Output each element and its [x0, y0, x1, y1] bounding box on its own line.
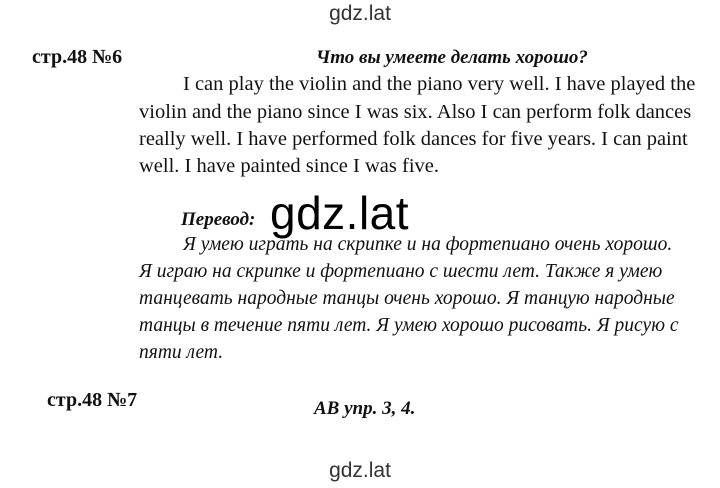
russian-text-line: Я умею играть на скрипке и на фортепиано очень хорошо.	[183, 234, 673, 255]
watermark-bottom: gdz.lat	[329, 459, 391, 482]
english-text-line: really well. I have performed folk dances for five years. I can paint	[139, 128, 688, 150]
english-text-line: violin and the piano since I was six. Also I can perform folk dances	[139, 101, 692, 123]
russian-text-line: пяти лет.	[139, 342, 224, 363]
english-text-line: I can play the violin and the piano very well. I have played the	[183, 73, 696, 95]
exercise-7-reference: AB упр. 3, 4.	[314, 398, 416, 419]
english-text-line: well. I have painted since I was five.	[139, 155, 439, 177]
russian-text-line: танцевать народные танцы очень хорошо. Я танцую народные	[139, 288, 675, 309]
exercise-6-title: Что вы умеете делать хорошо?	[316, 47, 588, 68]
exercise-7-label: стр.48 №7	[47, 389, 138, 411]
exercise-6-label: стр.48 №6	[32, 46, 123, 68]
watermark-top: gdz.lat	[329, 2, 391, 25]
russian-text-line: танцы в течение пяти лет. Я умею хорошо рисовать. Я рисую с	[139, 315, 679, 336]
watermark-middle: gdz.lat	[270, 187, 410, 239]
russian-text-line: Я играю на скрипке и фортепиано с шести лет. Также я умею	[139, 261, 663, 282]
translation-label: Перевод:	[181, 209, 256, 230]
